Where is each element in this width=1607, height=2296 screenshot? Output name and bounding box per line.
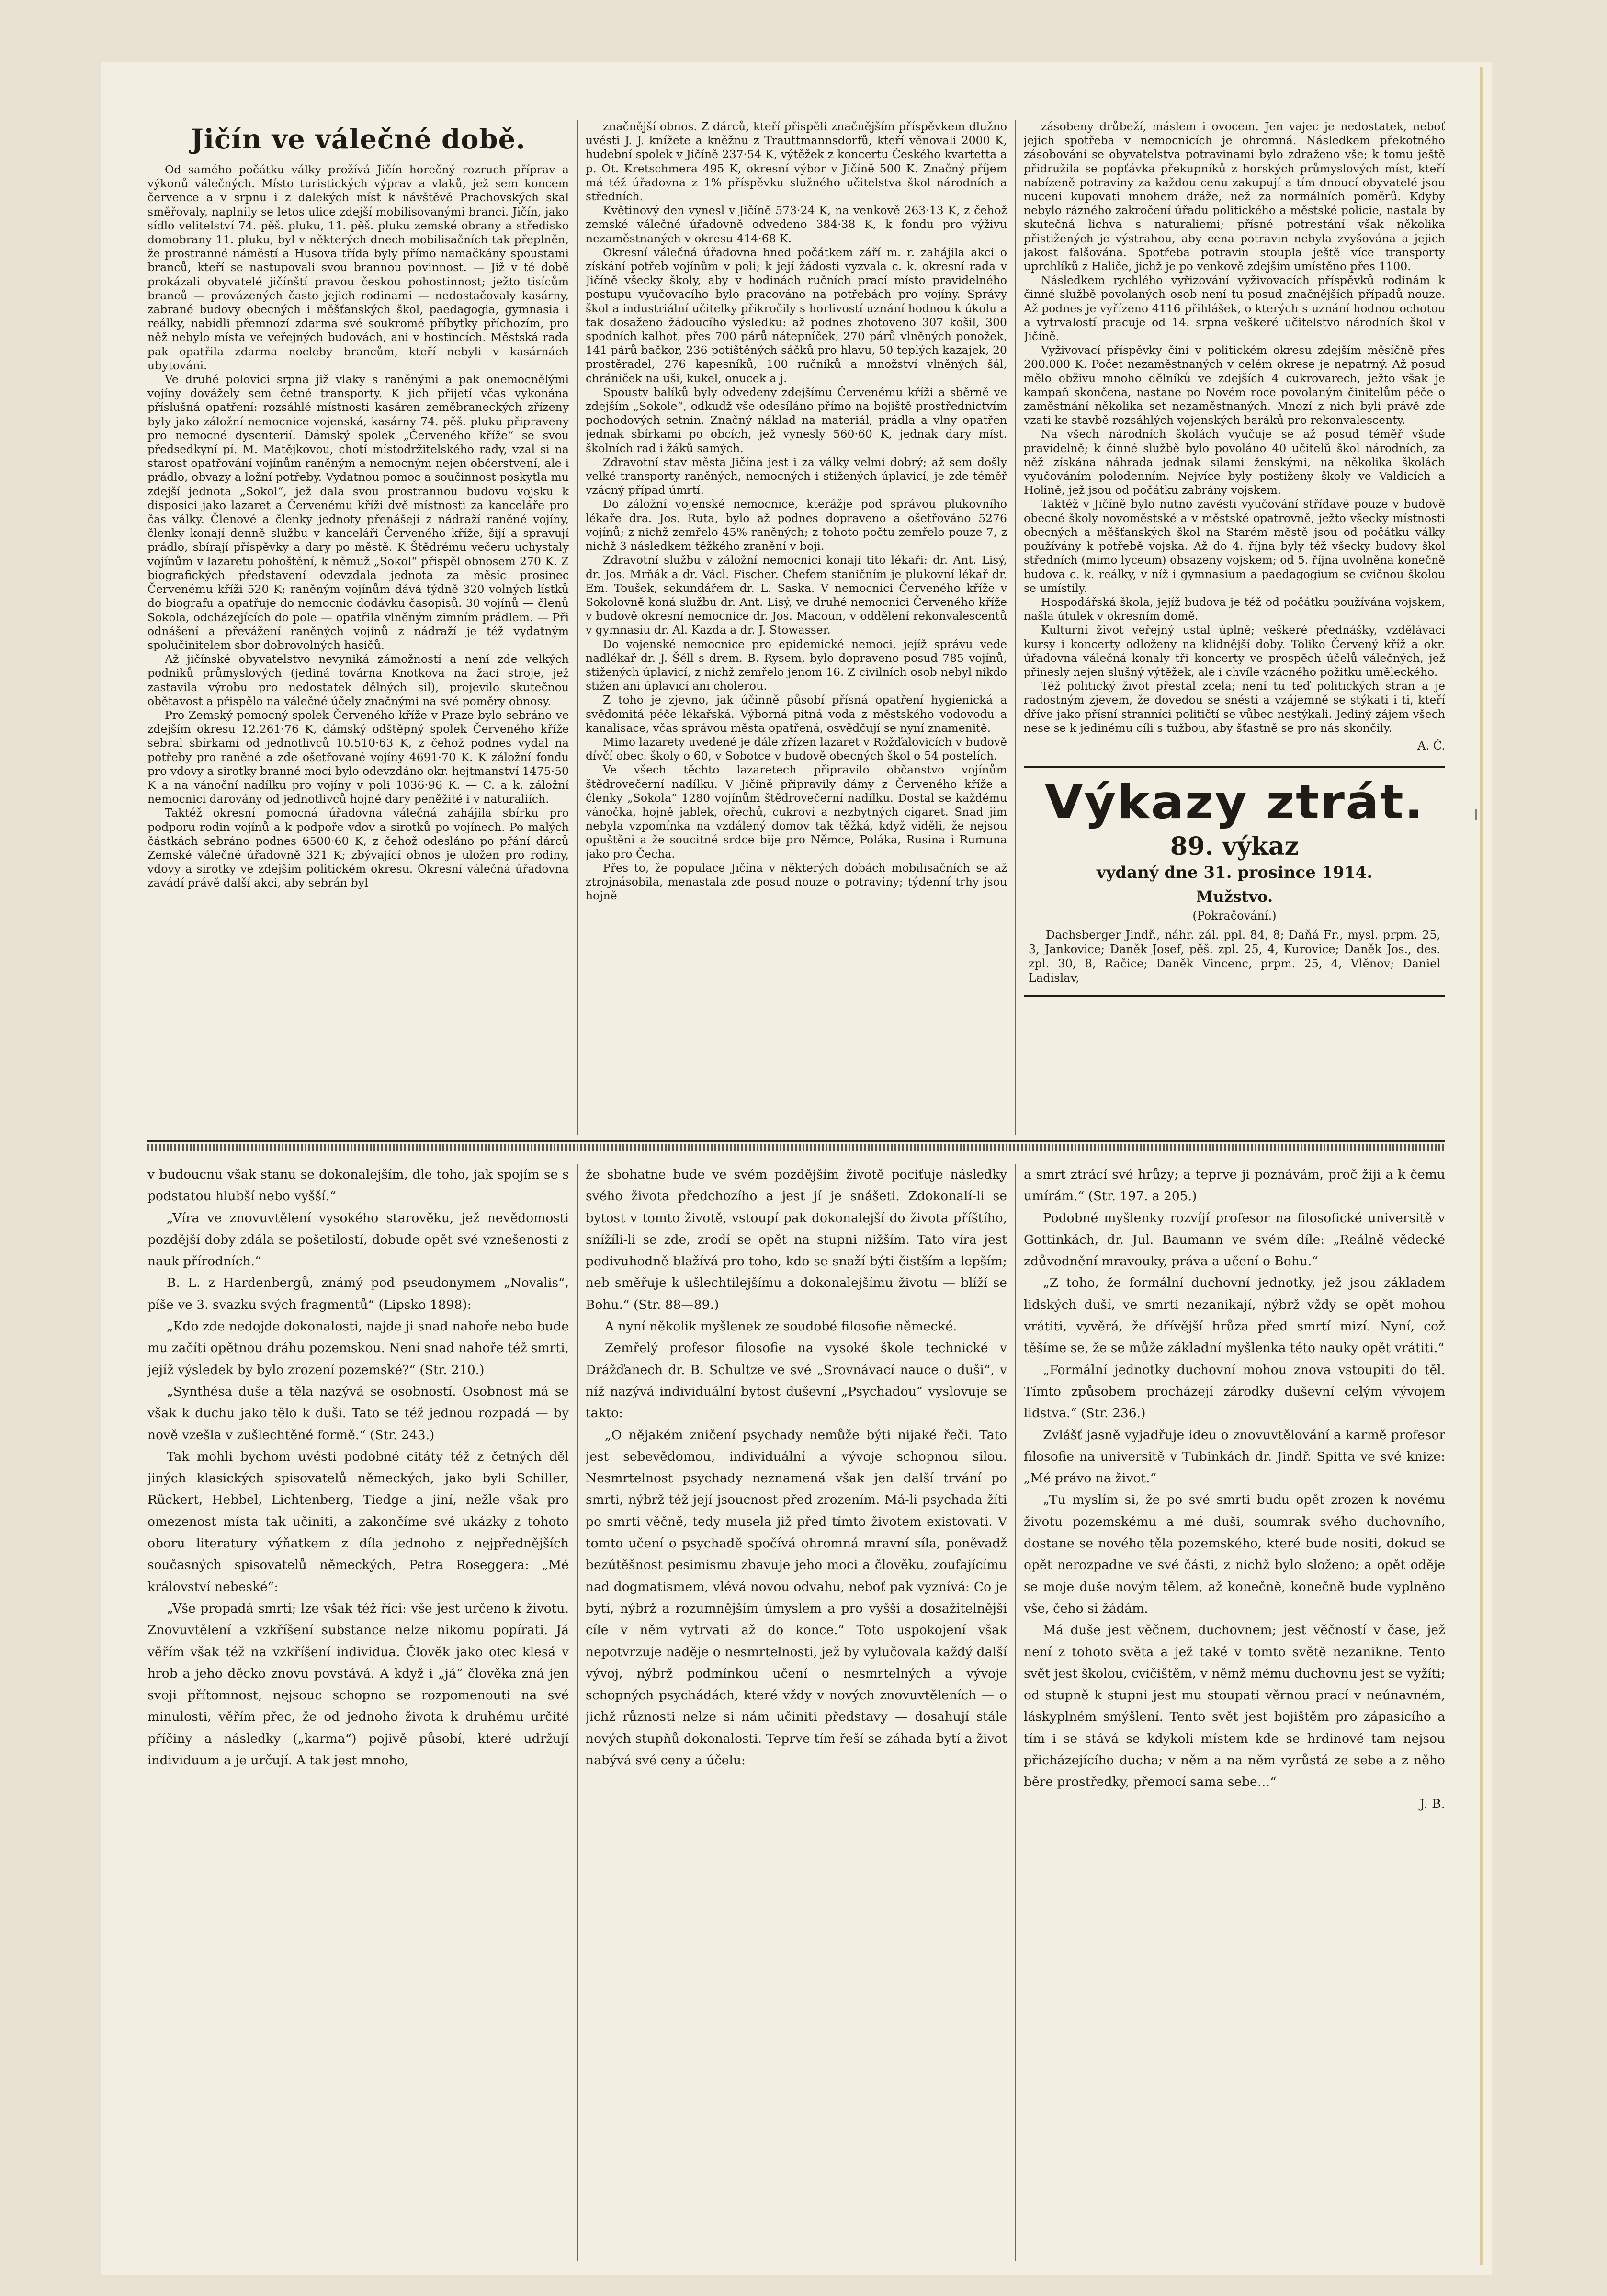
- article-title: Jičín ve válečné době.: [191, 124, 526, 155]
- column-rule: [1015, 1164, 1016, 2261]
- column-rule: [577, 1164, 578, 2261]
- paragraph: „Víra ve znovuvtělení vysokého starověku, jež nevědomosti pozdější doby zdála se pošetilostí, dobude opět své vznešenosti z nauk přírodních.“: [147, 1210, 569, 1269]
- paragraph: Z toho je zjevno, jak účinně působí přísná opatření hygienická a svědomitá péče lékařská. Výborná pitná voda z městského vodovodu a kanalisace, včas správou města opatřená, osvědčují se nyní znamenitě.: [586, 693, 1007, 735]
- paragraph: Do záložní vojenské nemocnice, kterážje pod správou plukovního lékaře dra. Jos. Ruta, bylo až podnes dopraveno a ošetřováno 5276 vojínů; z nichž zemřelo 45% raněných; z tohoto počtu zemřelo pouze 7, z nichž 3 následkem těžkého zranění v boji.: [586, 497, 1007, 553]
- article-body-3: [1024, 120, 1445, 735]
- paragraph: „Formální jednotky duchovní mohou znova vstoupiti do těl. Tímto způsobem procházejí zárodky duševní celým vývojem lidstva.“ (Str. 236.): [1024, 1362, 1445, 1421]
- article-signature: A. Č.: [1417, 739, 1445, 752]
- casualty-list-continued: (Pokračování.): [1192, 909, 1277, 922]
- article-column-3: [1024, 120, 1445, 1135]
- essay-column-2: [586, 1164, 1007, 2261]
- paragraph: a smrt ztrácí své hrůzy; a teprve ji poznávám, proč žiji a k čemu umírám.“ (Str. 197. a 205.): [1024, 1167, 1445, 1204]
- paragraph: A nyní několik myšlenek ze soudobé filosofie německé.: [605, 1319, 957, 1334]
- paragraph: zásobeny drůbeží, máslem i ovocem. Jen vajec je nedostatek, neboť jejich spotřeba v nemocnicích je ohromná. Následkem překotného zásobování se obyvatelstva potravinami bylo zdraženo vše; k tomu ještě přidružila se popťávka překupníků z horských průmyslových míst, kteří nabízeně potraviny za každou cenu zakupují a tím dnoucí obyvatelé jsou nuceni kupovati mnohem dráže, než za normálních poměrů. Kdyby nebylo rázného zakročení úřadu politického a městské policie, nastala by skutečná lichva s naturaliemi; přísné potrestání však několika přistižených je výstrahou, aby cena potravin nebyla zvyšována a jejich jakost falšována. Spotřeba potravin stoupla ještě více transporty uprchlíků z Haliče, jichž je po venkově zdejším umístěno přes 1100.: [1024, 120, 1445, 273]
- paragraph: Má duše jest věčnem, duchovnem; jest věčností v čase, jež není z tohoto světa a jež také v tomto světě nezanikne. Tento svět jest školou, cvičištěm, v němž mému duchovnu jest se vyžíti; od stupně k stupni jest mu stoupati věrnou prací v neúnavném, láskyplném smýšlení. Tento svět jest bojištěm pro zápasícího a tím i se stává se kdykoli místem kde se hrdinové tam nejsou přicházejícího ducha; v něm a na něm vyrůstá ze sebe a z něho běre prostředky, přemocí sama sebe…“: [1024, 1623, 1445, 1790]
- essay-body-2: [586, 1164, 1007, 1771]
- paragraph: Okresní válečná úřadovna hned počátkem září m. r. zahájila akci o získání potřeb vojínům v poli; k její žádosti vyzvala c. k. okresní rada v Jičíně všecky školy, aby v hodinách ručních prací místo pravidelného postupu vyučovacího bylo pracováno na potřebách pro vojíny. Správy škol a industriální učitelky přikročily s horlivostí uznání hodnou k úkolu a tak dosaženo žádoucího výsledku: až podnes zhotoveno 307 košil, 300 spodních kalhot, přes 700 párů nátepníček, 270 párů vlněných ponožek, 141 párů bačkor, 236 potištěných sáčků pro hlavu, 50 teplých kazajek, 20 prostěradel, 276 kapesníků, 100 ručníků a množství vlněných šál, chrániček na uši, kukel, onucek a j.: [586, 245, 1007, 385]
- paragraph: Zdravotní stav města Jičína jest i za války velmi dobrý; až sem došly velké transporty raněných, nemocných i stižených úplavicí, je zde téměř vzácný případ úmrtí.: [586, 455, 1007, 497]
- paragraph: v budoucnu však stanu se dokonalejším, dle toho, jak spojím se s podstatou hlubší nebo vyšší.“: [147, 1167, 569, 1204]
- paragraph: Květinový den vynesl v Jičíně 573·24 K, na venkově 263·13 K, z čehož zemské válečné úřadovně odvedeno 384·38 K, k fondu pro výživu nezaměstnaných v okresu 414·68 K.: [586, 204, 1007, 245]
- paragraph: Mimo lazarety uvedené je dále zřízen lazaret v Rožďalovicích v budově dívčí obec. školy o 60, v Sobotce v budově obecných škol o 54 postelích.: [586, 735, 1007, 763]
- paragraph: Zdravotní službu v záložní nemocnici konají tito lékaři: dr. Ant. Lisý, dr. Jos. Mrňák a dr. Václ. Fischer. Chefem staničním je plukovní lékař dr. Em. Toušek, sekundářem dr. L. Saska. V nemocnici Červeného kříže v Sokolovně koná službu dr. Ant. Lisý, ve druhé nemocnici Červeného kříže v budově okresní nemocnice dr. Jos. Macoun, v oddělení rekonvalescentů v gymnasiu dr. Al. Kazda a dr. J. Stowasser.: [586, 553, 1007, 637]
- paragraph: Taktéž v Jičíně bylo nutno zavésti vyučování střídavé pouze v budově obecné školy novoměstské a v městské opatrovně, ježto všecky místnosti obecných a měšťanských škol na Starém městě jsou od počátku války používány k potřebě vojska. Až do 4. října byly též všecky budovy škol středních (mimo lyceum) obsazeny vojskem; od 5. října uvolněna konečně budova c. k. reálky, v níž i gymnasium a paedagogium se cvičnou školou se umístily.: [1024, 497, 1445, 595]
- paragraph: Ve druhé polovici srpna již vlaky s raněnými a pak onemocnělými vojíny dovážely sem četné transporty. K jich přijetí včas vykonána příslušná opatření: rozsáhlé místnosti kasáren zeměbraneckých zřízeny byly jako záložní nemocnice vojenská, kasárny 74. pěš. pluku připraveny pro nemocné dysenterií. Dámský spolek „Červeného kříže“ se svou předsedkyní pí. M. Matějkovou, chotí místodržitelského rady, vzal si na starost opatřování vojínům raněným a nemocným nejen občerstvení, ale i prádlo, obvazy a ložní potřeby. Vydatnou pomoc a součinnost poskytla mu zdejší jednota „Sokol“, jež dala svou prostrannou budovu vojsku k disposici jako lazaret a Červenému kříži dvě místnosti za kanceláře pro čas války. Členové a členky jednoty přenášejí z nádraží raněné vojíny, členky konají denně službu v kanceláři Červeného kříže, šijí a spravují prádlo, sbírají příspěvky a dary po městě. K Štědrému večeru uchystaly vojínům v lazaretu pohoštění, k němuž „Sokol“ přispěl obnosem 270 K. Z biografických představení odevzdala jednota za měsíc prosinec Červenému kříži 520 K; raněným vojínům dává týdně 320 volných lístků do biografu a opatřuje do nemocnic dodávku časopisů. 30 vojínů — členů Sokola, odcházejících do pole — opatřila vlněným zimním prádlem. — Při odnášení a převážení raněných vojínů z nádraží je též vydatným spolučinitelem sbor dobrovolných hasičů.: [147, 373, 569, 652]
- divider-line: [147, 1140, 1445, 1142]
- article-column-1: [147, 120, 569, 1135]
- essay-body-3: [1024, 1164, 1445, 1793]
- paragraph: Kulturní život veřejný ustal úplně; veškeré přednášky, vzdělávací kursy i koncerty odloženy na klidnější doby. Toliko Červený kříž a okr. úřadovna válečná konaly tři koncerty ve prospěch účelů válečných, jež přinesly nejen slušný výtěžek, ale i chvíle vzácného požitku uměleckého.: [1024, 623, 1445, 679]
- paragraph: „Vše propadá smrti; lze však též říci: vše jest určeno k životu. Znovuvtělení a vzkříšení substance nelze nikomu popírati. Já věřím však též na vzkříšení individua. Člověk jako otec klesá v hrob a jeho děcko znovu povstává. A když i „já“ člověka zná jen svoji přítomnost, nejsouc schopno se rozpomenouti na své minulosti, věřím přec, že od jednoho života k druhému určité příčiny a následky („karma“) pojivě působí, které udržují individuum a je určují. A tak jest mnoho,: [147, 1601, 569, 1768]
- casualty-list-date: vydaný dne 31. prosince 1914.: [1096, 863, 1373, 882]
- paragraph: „O nějakém zničení psychady nemůže býti nijaké řeči. Tato jest sebevědomou, individuální a vývoje schopnou silou. Nesmrtelnost psychady neznamená však jen další trvání po smrti, nýbrž též její jsoucnost před zrozením. Má-li psychada žíti po smrti věčně, tedy musela již před tímto životem existovati. V tomto učení o psychadě spočívá ohromná mravní síla, poněvadž bezútěšnost pesimismu zbavuje jeho moci a člověku, zoufajícímu nad dogmatismem, vlévá novou odvahu, neboť pak vyznívá: Co je bytí, nýbrž a rozumnějším úmyslem a pro vyšší a dosažitelnější cíle v něm vytrvati až do konce.“ Toto uspokojení však nepotvrzuje naděje o nesmrtelnosti, jež by vylučovala každý další vývoj, nýbrž podmínkou učení o nesmrtelných a vývoje schopných psychádách, které vždy v nových znovuvtěleních — o jichž různosti nelze si nám učiniti představy — dosahují stále nových stupňů dokonalosti. Teprve tím řeší se záhada bytí a život nabývá své ceny a účelu:: [586, 1427, 1007, 1768]
- article-body-1: [147, 163, 569, 890]
- paragraph: „Z toho, že formální duchovní jednotky, jež jsou základem lidských duší, ve smrti nezanikají, nýbrž vždy se opět mohou vrátiti, vyvěrá, že dřívější hrůza před smrtí mizí. Nyní, což těšíme se, že se může základní myšlenka této nauky opět vrátiti.“: [1024, 1275, 1445, 1356]
- casualty-list-number: 89. výkaz: [1170, 831, 1299, 861]
- paragraph: Hospodářská škola, jejíž budova je též od počátku používána vojskem, našla útulek v okresním domě.: [1024, 595, 1445, 623]
- paragraph: Zemřelý profesor filosofie na vysoké škole technické v Drážďanech dr. B. Schultze ve své „Srovnávací nauce o duši“, v níž nazývá individuální bytost duševní „Psychadou“ vyslovuje se takto:: [586, 1341, 1007, 1421]
- paragraph: Na všech národních školách vyučuje se až posud téměř všude pravidelně; k činné službě bylo povoláno 40 učitelů škol národních, za něž získána náhrada jednak silami ženskými, na několika školách vyučováním polodenním. Nejvíce byly postiženy školy ve Valdicích a Holině, jež jsou od počátku zabrány vojskem.: [1024, 427, 1445, 497]
- article-body-2: [586, 120, 1007, 903]
- essay-column-1: [147, 1164, 569, 2261]
- paragraph: Též politický život přestal zcela; není tu teď politických stran a je radostným zjevem, že dovedou se snésti a vzájemně se stýkati i ti, kteří dříve jako přísní stranníci političtí se vůbec nestýkali. Jediný zájem všech nese se k jedinému cíli s tužbou, aby šťastně se pro nás skončily.: [1024, 679, 1445, 735]
- column-rule: [1015, 120, 1016, 1135]
- paragraph: Přes to, že populace Jičína v některých dobách mobilisačních se až ztrojnásobila, menastala zde posud nouze o potraviny; týdenní trhy jsou hojně: [586, 861, 1007, 903]
- paragraph: Vyživovací příspěvky činí v politickém okresu zdejším měsíčně přes 200.000 K. Počet nezaměstnaných v celém okrese je nepatrný. Až posud mělo obživu mnoho dělníků ve zdejších 4 cukrovarech, ježto však je kampaň skončena, nastane po Novém roce povolaným činitelům péče o zaměstnání několika set nezaměstnaných. Mnozí z nich byli právě zde vzati ke stavbě rozsáhlých vojenských baráků pro rekonvalescenty.: [1024, 343, 1445, 427]
- casualty-list-title: Výkazy ztrát.: [1044, 775, 1425, 830]
- upper-section: [147, 120, 1445, 1135]
- paragraph: Zvlášť jasně vyjadřuje ideu o znovuvtělování a karmě profesor filosofie na universitě v Tubinkách dr. Jindř. Spitta ve své knize: „Mé právo na život.“: [1024, 1427, 1445, 1486]
- paragraph: Taktéž okresní pomocná úřadovna válečná zahájila sbírku pro podporu rodin vojínů a k podpoře vdov a sirotků po vojínech. Po malých částkách sebráno podnes 6500·60 K, z čehož odesláno po přání dárců Zemské válečné úřadovně 321 K; zbývající obnos je uložen pro rodiny, vdovy a sirotky ve zdejším politickém okresu. Okresní válečná úřadovna zavádí právě další akci, aby sebrán byl: [147, 806, 569, 890]
- paragraph: Následkem rychlého vyřizování vyživovacích příspěvků rodinám k činné službě povolaných osob není tu posud značnějších případů nouze. Až podnes je vyřízeno 4116 přihlášek, o kterých s uznání hodnou ochotou a vytrvalostí pracuje od 14. srpna veškeré učitelstvo národních škol v Jičíně.: [1024, 273, 1445, 343]
- column-rule: [577, 120, 578, 1135]
- essay-column-3: [1024, 1164, 1445, 2261]
- casualty-list-entries: Dachsberger Jindř., náhr. zál. ppl. 84, 8; Daňá Fr., mysl. prpm. 25, 3, Jankovice; Daněk Josef, pěš. zpl. 25, 4, Kurovice; Daněk Jos., des. zpl. 30, 8, Račice; Daněk Vincenc, prpm. 25, 4, Vlěnov; Daniel Ladislav,: [1029, 928, 1440, 985]
- paragraph: Až jičínské obyvatelstvo nevyniká zámožností a není zde velkých podniků průmyslových (jediná továrna Knotkova na žací stroje, jež zastavila výrobu pro nedostatek dělných sil), projevilo skutečnou obětavost a přispělo na válečné účely značnými na své poměry obnosy.: [147, 652, 569, 708]
- lower-section: [147, 1164, 1445, 2261]
- essay-signature: J. B.: [1419, 1796, 1445, 1811]
- section-divider: [147, 1140, 1445, 1152]
- paragraph: Ve všech těchto lazaretech připravilo občanstvo vojínům štědrovečerní nadílku. V Jičíně připravily dámy z Červeného kříže a členky „Sokola“ 1280 vojínům štědrovečerní nadílku. Dostal se každému vánočka, hojně jablek, ořechů, cukroví a nezbytných cigaret. Snad jim nebyla vzpomínka na vzdálený domov tak těžká, když viděli, že nejsou opuštěni a že soucitné srdce bije pro Němce, Poláka, Rusina i Rumuna jako pro Čecha.: [586, 763, 1007, 861]
- paragraph: Spousty balíků byly odvedeny zdejšímu Červenému kříži a sběrně ve zdejším „Sokole“, odkudž vše odesíláno přímo na bojiště prostřednictvím pochodových setnin. Značný náklad na materiál, prádla a vlny opatřen jednak sbírkami po obcích, jež vynesly 560·60 K, jednak dary míst. školních rad i žáků samých.: [586, 385, 1007, 455]
- paragraph: značnější obnos. Z dárců, kteří přispěli značnějším příspěvkem dlužno uvésti J. J. knížete a kněžnu z Trauttmannsdorfů, kteří věnovali 2000 K, hudební spolek v Jičíně 237·54 K, výtěžek z koncertu Českého kvartetta a p. Ot. Kretschmera 495 K, okresní výbor v Jičíně 500 K. Značný příjem má též úřadovna z 1% příspěvku služného učitelstva škol národních a středních.: [586, 120, 1007, 204]
- paragraph: „Kdo zde nedojde dokonalosti, najde ji snad nahoře nebo bude mu začíti opětnou dráhu pozemskou. Není snad nahoře též smrti, jejíž výsledek by bylo zrození pozemské?“ (Str. 210.): [147, 1319, 569, 1377]
- paragraph: Do vojenské nemocnice pro epidemické nemoci, jejíž správu vede nadlékař dr. J. Šéll s drem. B. Rysem, bylo dopraveno posud 785 vojínů, stižených úplavicí, z nichž zemřelo jenom 16. Z civilních osob nebyl nikdo stižen ani úplavicí ani cholerou.: [586, 637, 1007, 693]
- essay-body-1: [147, 1164, 569, 1771]
- paragraph: Od samého počátku války prožívá Jičín horečný rozruch příprav a výkonů válečných. Místo turistických výprav a vlaků, jež sem koncem července a v srpnu i z dalekých míst k návštěvě Prachovských skal směřovaly, naplnily se letos ulice zdejší mobilisovanými branci. Jičín, jako sídlo velitelství 74. pěš. pluku, 11. pěš. pluku zemské obrany a středisko domobrany 11. pluku, byl v některých dnech mobilisačních tak přeplněn, že prostranné náměstí a Husova třída byly přímo namačkány spoustami branců, kteří se nastupovali svou brannou povinnost. — Již v té době prokázali obyvatelé jičínští pravou českou pohostinnost; ježto tisícům branců — provázených často jejich rodinami — nedostačovaly kasárny, zabrané budovy obecných i měšťanských škol, paedagogia, gymnasia i reálky, nabídli přemnozí zdarma své soukromé příbytky příchozím, pro něž nebylo místa ve veřejných budovách, ani v hostincích. Městská rada pak opatřila zdarma nocleby brancům, kteří nebyli v kasárnách ubytováni.: [147, 163, 569, 372]
- paragraph: že sbohatne bude ve svém pozdějším životě pociťuje následky svého života předchozího a jest jí je snášeti. Zdokonalí-li se bytost v tomto životě, vstoupí pak dokonalejší do života příštího, snížíli-li se zde, zrodí se opět na stupni nižším. Tato víra jest podivuhodně blažívá pro toho, kdo se snaží býti čistším a lepším; neb směřuje k ušlechtilejšímu a dokonalejšímu životu — blíží se Bohu.“ (Str. 88—89.): [586, 1167, 1007, 1312]
- paragraph: Tak mohli bychom uvésti podobné citáty též z četných děl jiných klasických spisovatelů německých, jako byli Schiller, Rückert, Hebbel, Lichtenberg, Tiedge a jiní, nežle však pro omezenost místa tak učiniti, a zakončíme své ukázky z tohoto oboru literatury výňatkem z díla jednoho z nejpřednějších současných spisovatelů německých, Petra Roseggera: „Mé království nebeské“:: [147, 1449, 569, 1594]
- casualty-list-box: [1024, 766, 1445, 997]
- divider-ornament: [147, 1144, 1445, 1151]
- newspaper-page: [101, 62, 1492, 2275]
- paragraph: „Synthésa duše a těla nazývá se osobností. Osobnost má se však k duchu jako tělo k duši. Tato se též jednou rozpadá — by nově vzešla v zušlechtěné formě.“ (Str. 243.): [147, 1384, 569, 1443]
- paragraph: „Tu myslím si, že po své smrti budu opět zrozen k novému životu pozemskému a mé duši, soumrak svého duchovního, dostane se nového těla pozemského, které bude nositi, dokud se opět nerozpadne ve své části, z nichž bylo složeno; a opět oděje se moje duše novým tělem, až konečně, konečně bude vyplněno vše, čeho si žádám.: [1024, 1492, 1445, 1616]
- paragraph: B. L. z Hardenbergů, známý pod pseudonymem „Novalis“, píše ve 3. svazku svých fragmentů“ (Lipsko 1898):: [147, 1275, 569, 1312]
- paragraph: Pro Zemský pomocný spolek Červeného kříže v Praze bylo sebráno ve zdejším okresu 12.261·76 K, dámský odštěpný spolek Červeného kříže sebral sbírkami od jednotlivců 10.510·63 K, z čehož podnes vydal na potřeby pro raněné a zde ošetřované vojíny 4691·70 K. K záložní fondu pro vdovy a sirotky branné moci bylo odevzdáno okr. hejtmanství 1475·50 K a na vánoční nadílku pro vojíny v poli 1036·96 K. — C. a k. záložní nemocnici darovány od jednotlivců hojné dary peněžité i v naturaliích.: [147, 708, 569, 806]
- page-edge-mark: [1475, 809, 1477, 820]
- article-column-2: [586, 120, 1007, 1135]
- casualty-list-section: Mužstvo.: [1196, 887, 1273, 906]
- paragraph: Podobné myšlenky rozvíjí profesor na filosofické universitě v Gottinkách, dr. Jul. Baumann ve svém díle: „Reálně vědecké zdůvodnění mravouky, práva a učení o Bohu.“: [1024, 1210, 1445, 1269]
